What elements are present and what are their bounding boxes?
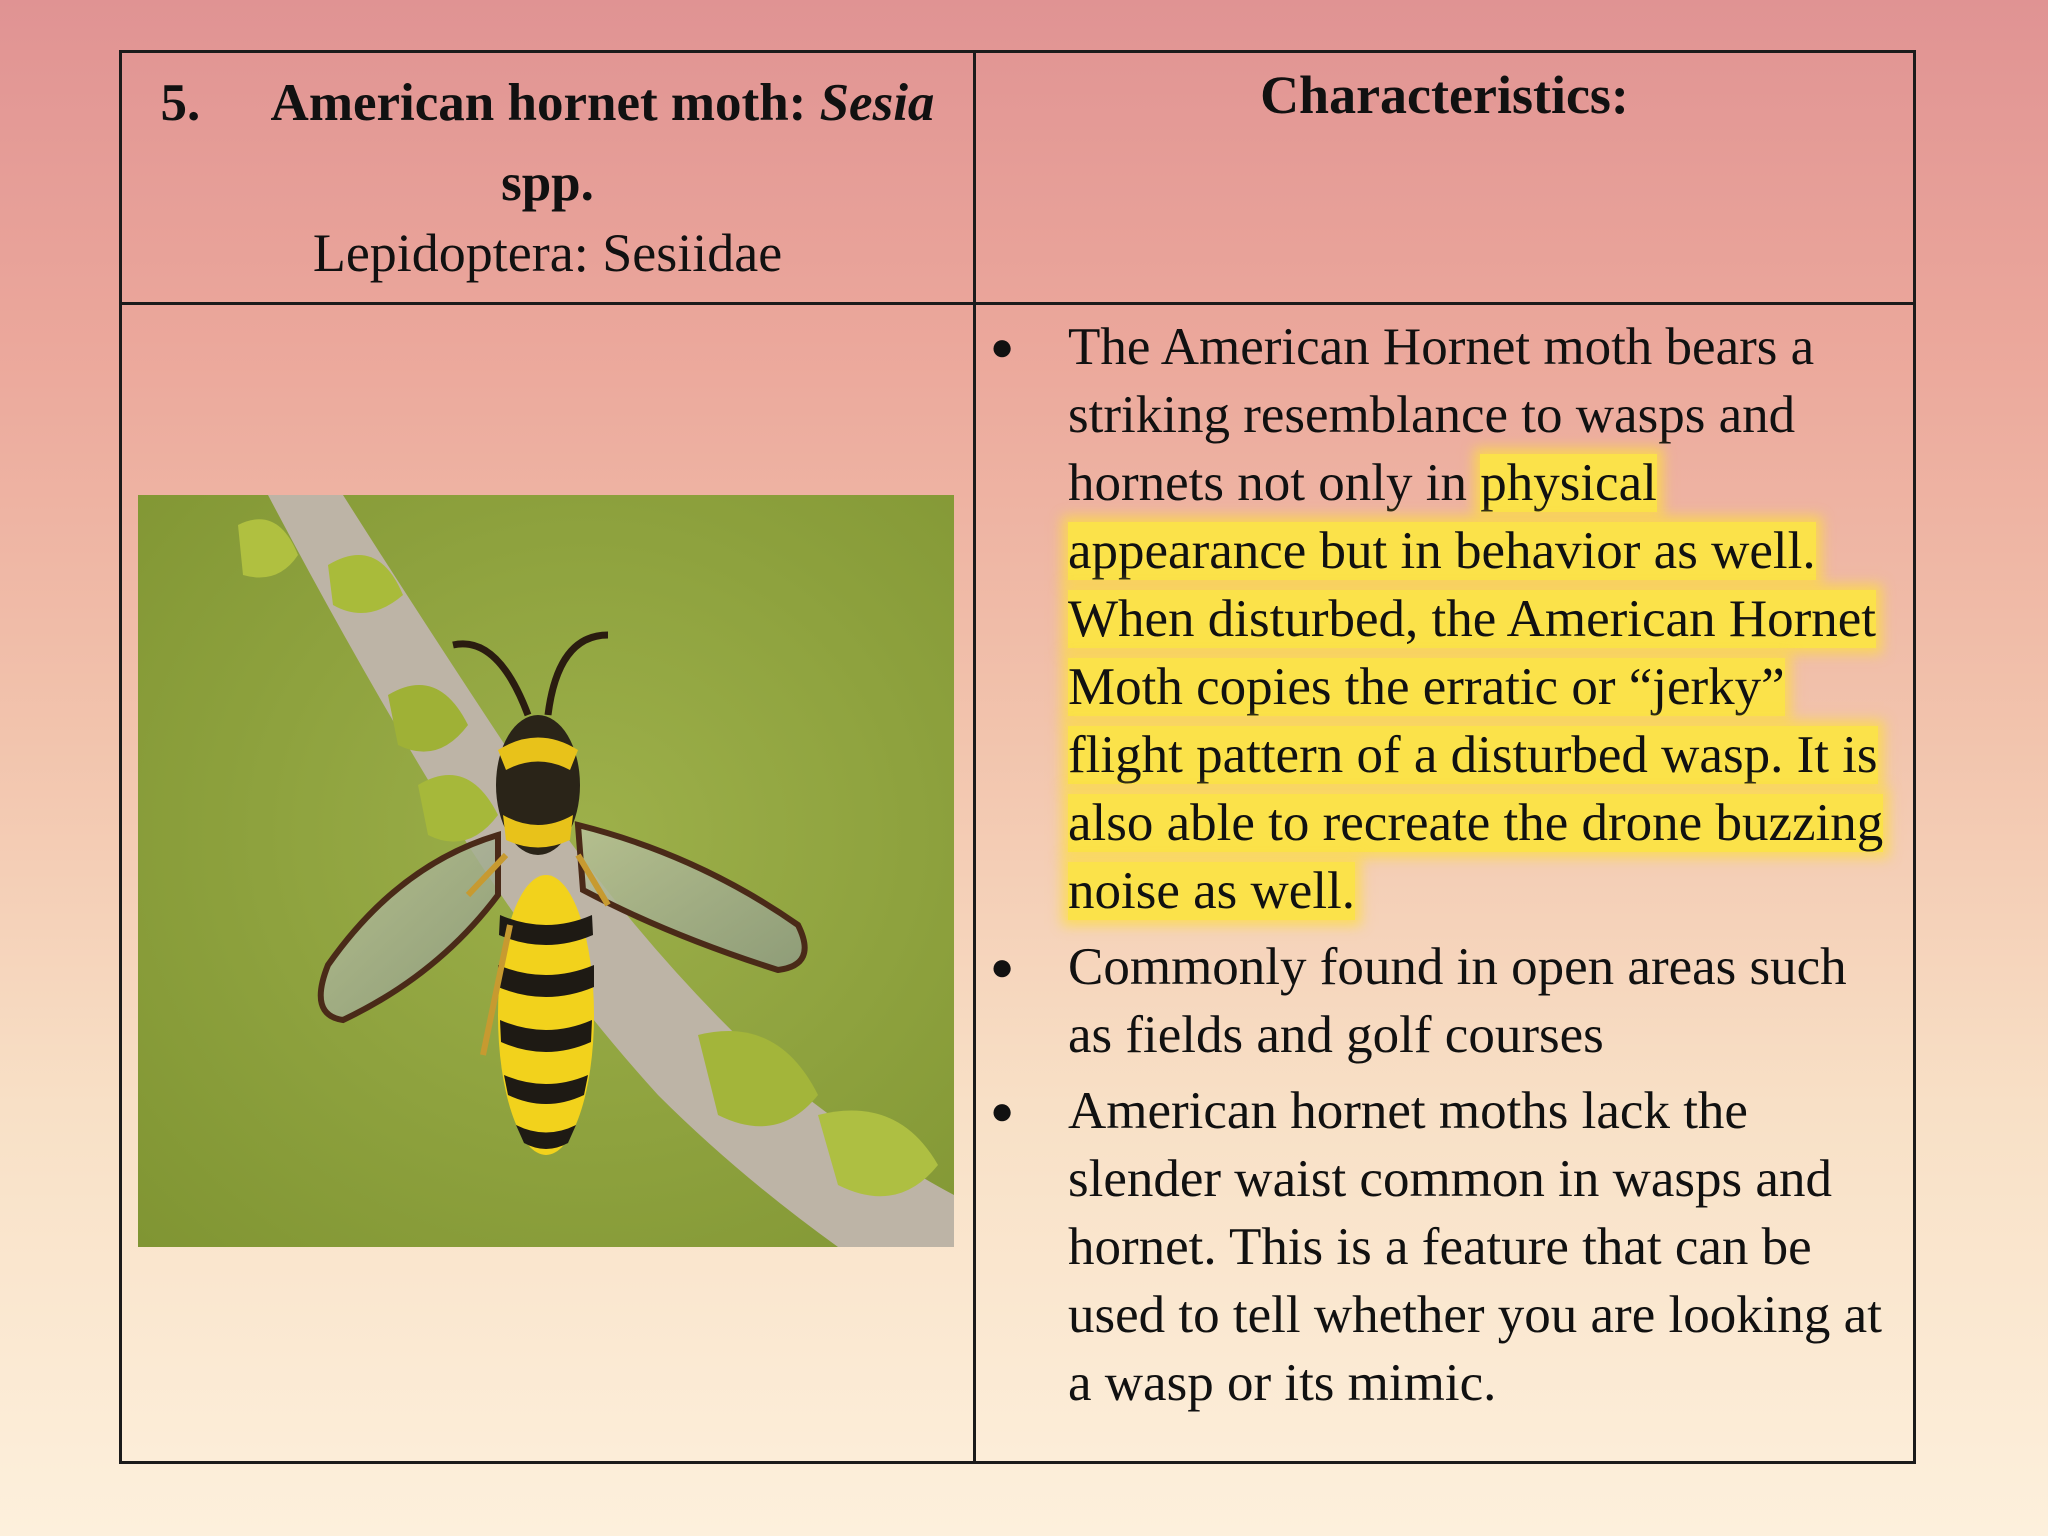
common-name: American hornet moth: [270, 74, 820, 132]
bullet-text: The American Hornet moth bears a striking resemblance to wasps and hornets not only in [1068, 318, 1815, 512]
list-item [976, 1077, 1889, 1417]
table-body-row [121, 304, 1915, 1463]
characteristics-cell [975, 304, 1915, 1463]
genus-name: Sesia [819, 74, 935, 132]
characteristics-heading: Characteristics: [975, 52, 1915, 304]
photo-cell [121, 304, 975, 1463]
species-suffix: spp. [501, 154, 594, 212]
moth-photo [138, 495, 954, 1247]
highlighted-text: physical appearance but in behavior as well. When disturbed, the American Hornet Moth copies the erratic or “jerky” flight pattern of a disturbed wasp. It is also able to recreate the drone buzzing noise as well. [1068, 454, 1884, 920]
table-header-row [121, 52, 1915, 304]
species-title [122, 63, 973, 143]
bullet-icon: ● [990, 1088, 1015, 1133]
list-item [976, 313, 1889, 925]
bullet-icon: ● [990, 324, 1015, 369]
species-table [119, 50, 1916, 1464]
taxonomy-subtitle: Lepidoptera: Sesiidae [312, 223, 783, 283]
list-item [976, 933, 1889, 1069]
bullet-icon: ● [990, 944, 1015, 989]
bullet-text: Commonly found in open areas such as fields and golf courses [1068, 938, 1847, 1064]
bullet-text: American hornet moths lack the slender waist common in wasps and hornet. This is a feature that can be used to tell whether you are looking at a wasp or its mimic. [1068, 1082, 1882, 1412]
species-title-cell [121, 52, 975, 304]
entry-number: 5. [160, 74, 201, 132]
characteristics-list [976, 305, 1913, 1417]
